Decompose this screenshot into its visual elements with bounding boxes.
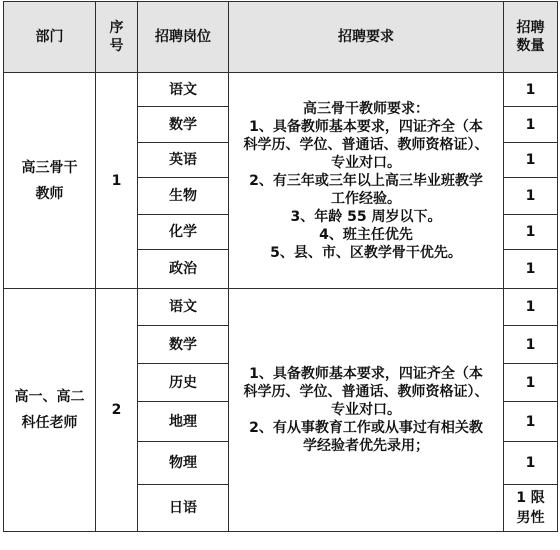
- quota-cell: 1: [504, 250, 558, 289]
- header-row: [4, 2, 558, 73]
- position-cell: 日语: [138, 485, 229, 532]
- position-cell: 历史: [138, 364, 229, 402]
- position-cell: 数学: [138, 107, 229, 143]
- quota-cell: 1: [504, 73, 558, 107]
- position-cell: 数学: [138, 326, 229, 364]
- requirements-cell: 高三骨干教师要求： 1、具备教师基本要求，四证齐全（本 科学历、学位、普通话、教师资格证）、 专业对口。 2、有三年或三年以上高三毕业班教学 工作经验。 3、年龄 55 周岁以下。 4、班主任优先 5、县、市、区教学骨干优先。: [229, 73, 504, 289]
- position-cell: 语文: [138, 289, 229, 326]
- quota-cell: 1: [504, 107, 558, 143]
- quota-cell: 1: [504, 178, 558, 215]
- quota-cell: 1: [504, 143, 558, 178]
- header-seq: 序 号: [96, 2, 138, 73]
- department-cell: 高一、高二 科任老师: [4, 289, 96, 532]
- quota-cell: 1: [504, 442, 558, 485]
- header-department: 部门: [4, 2, 96, 73]
- requirements-cell: 1、具备教师基本要求，四证齐全（本 科学历、学位、普通话、教师资格证）、 专业对口。 2、有从事教育工作或从事过有相关教 学经验者优先录用；: [229, 289, 504, 532]
- position-cell: 地理: [138, 402, 229, 442]
- header-position: 招聘岗位: [138, 2, 229, 73]
- position-cell: 语文: [138, 73, 229, 107]
- position-cell: 英语: [138, 143, 229, 178]
- quota-cell: 1: [504, 289, 558, 326]
- seq-cell: 1: [96, 73, 138, 289]
- quota-cell: 1: [504, 326, 558, 364]
- quota-cell: 1: [504, 402, 558, 442]
- position-cell: 政治: [138, 250, 229, 289]
- header-quota: 招聘 数量: [504, 2, 558, 73]
- seq-cell: 2: [96, 289, 138, 532]
- header-requirements: 招聘要求: [229, 2, 504, 73]
- table-row: [4, 289, 558, 326]
- quota-cell: 1 限 男性: [504, 485, 558, 532]
- department-cell: 高三骨干 教师: [4, 73, 96, 289]
- position-cell: 物理: [138, 442, 229, 485]
- quota-cell: 1: [504, 364, 558, 402]
- position-cell: 生物: [138, 178, 229, 215]
- table-row: [4, 73, 558, 107]
- position-cell: 化学: [138, 215, 229, 250]
- recruitment-table: [3, 1, 558, 532]
- quota-cell: 1: [504, 215, 558, 250]
